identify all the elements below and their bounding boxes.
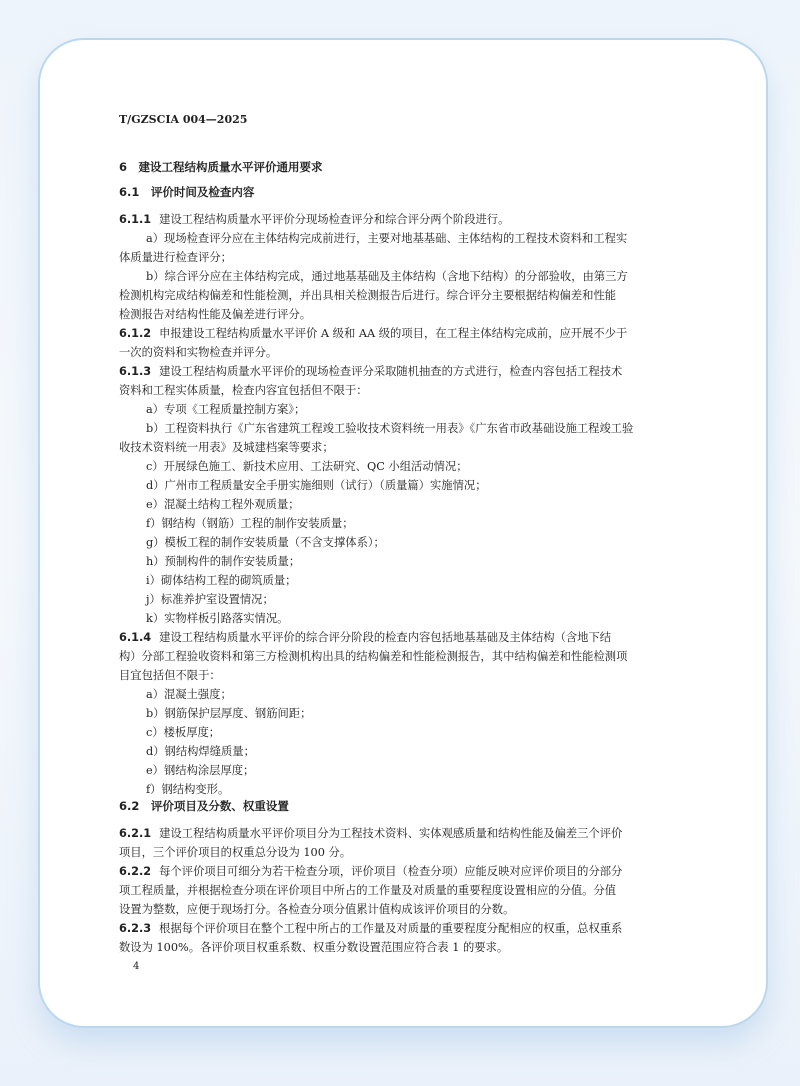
clause-text: 每个评价项目可细分为若干检查分项，评价项目（检查分项）应能反映对应评价项目的分部分 xyxy=(159,865,623,878)
clause-6-1-2 xyxy=(119,324,661,343)
list-item: h）预制构件的制作安装质量； xyxy=(146,555,301,568)
list-item: j）标准养护室设置情况； xyxy=(146,593,274,606)
clause-number: 6.1.3 xyxy=(119,365,152,378)
clause-6-2-3 xyxy=(119,919,661,938)
item-b-line3: 检测报告对结构性能及偏差进行评分。 xyxy=(119,308,312,321)
list-item-cont: 收技术资料统一用表》及城建档案等要求； xyxy=(119,441,334,454)
clause-number: 6.1.2 xyxy=(119,327,152,340)
clause-text: 建设工程结构质量水平评价的综合评分阶段的检查内容包括地基基础及主体结构（含地下结 xyxy=(159,631,612,644)
list-item: c）楼板厚度； xyxy=(146,726,221,739)
clause-6-1-3 xyxy=(119,362,661,381)
item-b-line1: b）综合评分应在主体结构完成，通过地基基础及主体结构（含地下结构）的分部验收，由第三方 xyxy=(146,270,628,283)
clause-text: 建设工程结构质量水平评价分现场检查评分和综合评分两个阶段进行。 xyxy=(159,213,510,226)
list-item: c）开展绿色施工、新技术应用、工法研究、QC 小组活动情况； xyxy=(146,460,468,473)
clause-6-1-4-line2: 构）分部工程验收资料和第三方检测机构出具的结构偏差和性能检测报告，其中结构偏差和性能检测项 xyxy=(119,650,628,663)
clause-6-1-4-line3: 目宜包括但不限于： xyxy=(119,669,221,682)
list-item: a）专项《工程质量控制方案》； xyxy=(146,403,306,416)
list-item: d）广州市工程质量安全手册实施细则（试行）（质量篇）实施情况； xyxy=(146,479,487,492)
list-item: b）工程资料执行《广东省建筑工程竣工验收技术资料统一用表》《广东省市政基础设施工程竣工验 xyxy=(146,422,634,435)
clause-6-2-2 xyxy=(119,862,661,881)
list-item: g）模板工程的制作安装质量（不含支撑体系）； xyxy=(146,536,385,549)
list-item: f）钢结构变形。 xyxy=(146,783,230,796)
clause-text: 建设工程结构质量水平评价项目分为工程技术资料、实体观感质量和结构性能及偏差三个评价 xyxy=(159,827,623,840)
page-number: 4 xyxy=(133,961,140,972)
clause-number: 6.2.2 xyxy=(119,865,152,878)
clause-number: 6.1.4 xyxy=(119,631,152,644)
item-a-line2: 体质量进行检查评分； xyxy=(119,251,232,264)
clause-6-2-3-line2: 数设为 100%。各评价项目权重系数、权重分数设置范围应符合表 1 的要求。 xyxy=(119,941,509,954)
clause-6-1-3-line2: 资料和工程实体质量，检查内容宜包括但不限于： xyxy=(119,384,368,397)
clause-text: 建设工程结构质量水平评价的现场检查评分采取随机抽查的方式进行，检查内容包括工程技术 xyxy=(159,365,623,378)
list-item: f）钢结构（钢筋）工程的制作安装质量； xyxy=(146,517,354,530)
clause-6-1-1 xyxy=(119,210,661,229)
list-item: b）钢筋保护层厚度、钢筋间距； xyxy=(146,707,312,720)
list-item: e）混凝土结构工程外观质量； xyxy=(146,498,300,511)
item-b-line2: 检测机构完成结构偏差和性能检测，并出具相关检测报告后进行。综合评分主要根据结构偏差和性能 xyxy=(119,289,617,302)
list-item: k）实物样板引路落实情况。 xyxy=(146,612,289,625)
clause-number: 6.2.1 xyxy=(119,827,152,840)
section-6-title: 6 建设工程结构质量水平评价通用要求 xyxy=(119,160,323,174)
list-item: d）钢结构焊缝质量； xyxy=(146,745,255,758)
section-6-1-title: 6.1 评价时间及检查内容 xyxy=(119,185,255,199)
clause-6-2-2-line3: 设置为整数，应便于现场打分。各检查分项分值累计值构成该评价项目的分数。 xyxy=(119,903,515,916)
clause-text: 根据每个评价项目在整个工程中所占的工作量及对质量的重要程度分配相应的权重，总权重系 xyxy=(159,922,623,935)
clause-number: 6.2.3 xyxy=(119,922,152,935)
clause-6-2-1 xyxy=(119,824,661,843)
section-6-2-title: 6.2 评价项目及分数、权重设置 xyxy=(119,799,289,813)
document-id: T/GZSCIA 004—2025 xyxy=(119,113,248,126)
clause-text: 申报建设工程结构质量水平评价 A 级和 AA 级的项目，在工程主体结构完成前，应开展不少于 xyxy=(159,327,628,340)
list-item: e）钢结构涂层厚度； xyxy=(146,764,255,777)
clause-6-2-2-line2: 项工程质量，并根据检查分项在评价项目中所占的工作量及对质量的重要程度设置相应的分值。分值 xyxy=(119,884,617,897)
item-a-line1: a）现场检查评分应在主体结构完成前进行，主要对地基基础、主体结构的工程技术资料和工程实 xyxy=(146,232,628,245)
list-item: i）砌体结构工程的砌筑质量； xyxy=(146,574,297,587)
clause-6-1-2-line2: 一次的资料和实物检查并评分。 xyxy=(119,346,278,359)
clause-number: 6.1.1 xyxy=(119,213,152,226)
list-item: a）混凝土强度； xyxy=(146,688,232,701)
clause-6-2-1-line2: 项目，三个评价项目的权重总分设为 100 分。 xyxy=(119,846,352,859)
clause-6-1-4 xyxy=(119,628,661,647)
